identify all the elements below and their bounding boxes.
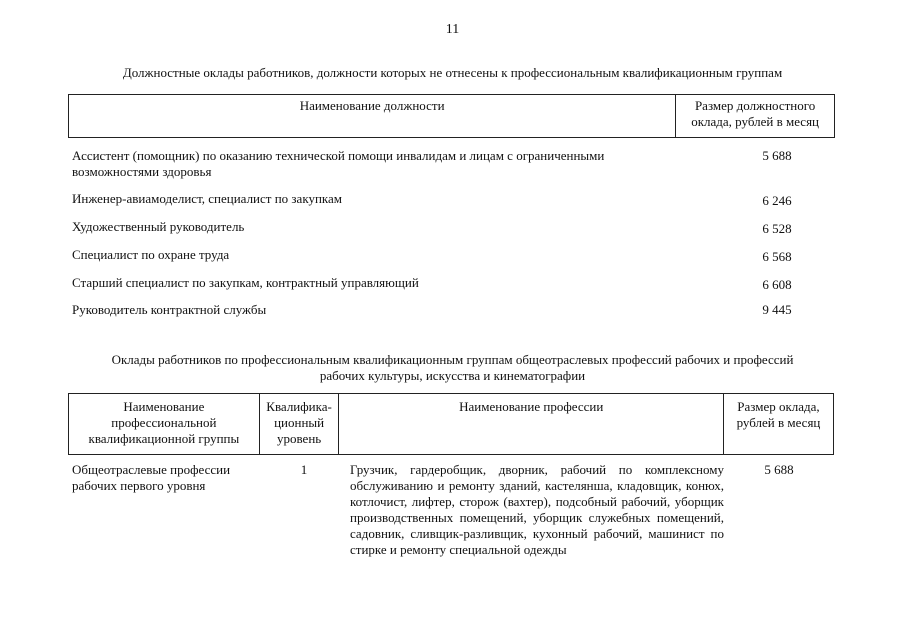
position-salary: 9 445 bbox=[762, 302, 792, 317]
position-name: Ассистент (помощник) по оказанию технической помощи инвалидам и лицам с ограниченными возможностями здоровья bbox=[72, 148, 605, 179]
worker-salary: 5 688 bbox=[764, 462, 794, 477]
position-salary: 6 568 bbox=[762, 249, 792, 264]
header-profession: Наименование профессии bbox=[339, 394, 724, 455]
position-salary: 6 608 bbox=[762, 277, 792, 292]
header-position-salary: Размер должностного оклада, рублей в месяц bbox=[676, 95, 835, 138]
header-level: Квалифика-ционный уровень bbox=[259, 394, 339, 455]
qualification-level: 1 bbox=[300, 462, 308, 477]
position-salary: 6 246 bbox=[762, 193, 792, 208]
position-name: Специалист по охране труда bbox=[72, 247, 230, 262]
header-position-name: Наименование должности bbox=[69, 95, 676, 138]
section2-caption bbox=[0, 352, 905, 384]
positions-table-header bbox=[68, 94, 835, 138]
profession-list: Грузчик, гардеробщик, дворник, рабочий по комплексному обслуживанию и ремонту зданий, кастелянша, кладовщик, конюх, котлочист, лифтер, сторож (вахтер), подсобный рабочий, уборщик производственных помещений, уборщик служебных помещений, садовник, сливщик-разливщик, кухонный рабочий, машинист по стирке и ремонту специальной одежды bbox=[350, 462, 724, 557]
header-group: Наименование профессиональной квалификационной группы bbox=[69, 394, 260, 455]
page-number: 11 bbox=[445, 22, 460, 37]
section1-caption: Должностные оклады работников, должности которых не отнесены к профессиональным квалификационным группам bbox=[122, 65, 783, 80]
section2-caption-text: Оклады работников по профессиональным квалификационным группам общеотраслевых профессий рабочих и профессий рабочих культуры, искусства и кинематографии bbox=[111, 352, 794, 383]
group-name: Общеотраслевые профессии рабочих первого уровня bbox=[72, 462, 231, 493]
position-salary: 6 528 bbox=[762, 221, 792, 236]
position-name: Инженер-авиамоделист, специалист по закупкам bbox=[72, 191, 343, 206]
position-name: Старший специалист по закупкам, контрактный управляющий bbox=[72, 275, 419, 290]
position-name: Руководитель контрактной службы bbox=[72, 302, 267, 317]
position-name: Художественный руководитель bbox=[72, 219, 245, 234]
workers-table-header bbox=[68, 393, 834, 455]
header-salary: Размер оклада, рублей в месяц bbox=[723, 394, 833, 455]
position-salary: 5 688 bbox=[762, 148, 792, 163]
